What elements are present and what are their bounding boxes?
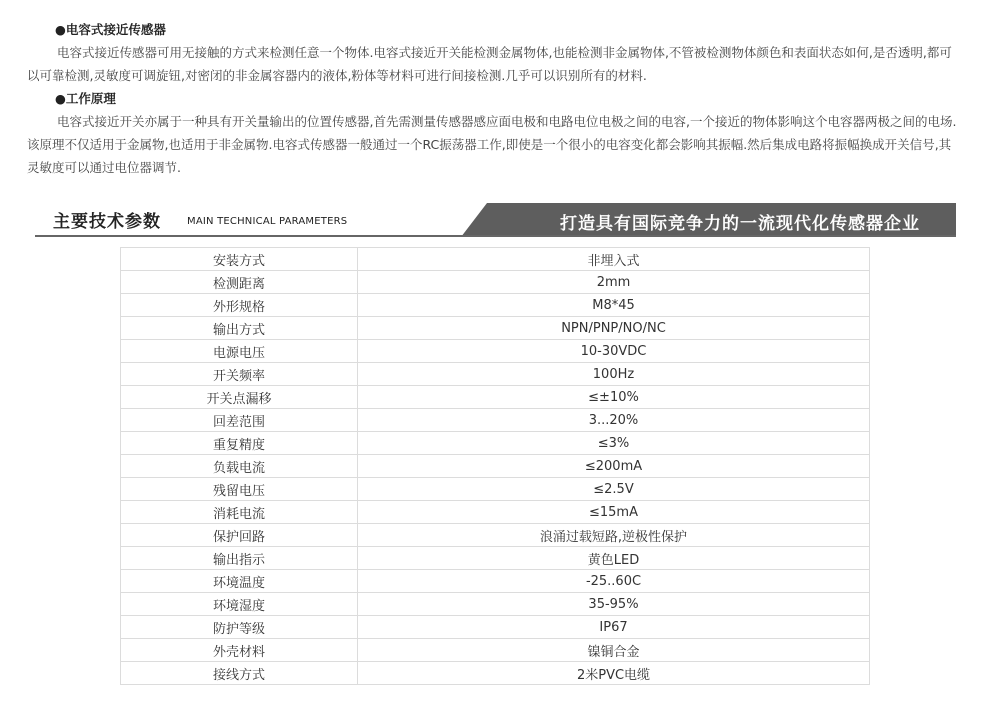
param-value: ≤2.5V [358,478,870,501]
param-value: M8*45 [358,294,870,317]
parameters-title-english: MAIN TECHNICAL PARAMETERS [187,216,348,227]
param-value: ≤200mA [358,455,870,478]
param-label: 输出指示 [121,547,358,570]
param-label: 环境温度 [121,570,358,593]
param-value: 黄色LED [358,547,870,570]
param-label: 接线方式 [121,662,358,685]
section-text-capacitive-sensor: 电容式接近传感器可用无接触的方式来检测任意一个物体.电容式接近开关能检测金属物体,也能检测非金属物体,不管被检测物体颜色和表面状态如何,是否透明,都可以可靠检测,灵敏度可调旋钮,对密闭的非金属容器内的液体,粉体等材料可进行间接检测.几乎可以识别所有的材料. [27,45,952,83]
param-value: IP67 [358,616,870,639]
table-row [121,317,870,340]
table-row [121,409,870,432]
param-value: 镍铜合金 [358,639,870,662]
table-row [121,432,870,455]
param-label: 检测距离 [121,271,358,294]
param-label: 消耗电流 [121,501,358,524]
param-label: 残留电压 [121,478,358,501]
table-row [121,501,870,524]
param-label: 外壳材料 [121,639,358,662]
param-label: 安装方式 [121,248,358,271]
table-row [121,593,870,616]
table-row [121,386,870,409]
param-value: 浪涌过载短路,逆极性保护 [358,524,870,547]
param-value: 100Hz [358,363,870,386]
section-text-working-principle: 电容式接近开关亦属于一种具有开关量输出的位置传感器,首先需测量传感器感应面电极和电路电位电极之间的电容,一个接近的物体影响这个电容器两极之间的电场.该原理不仅适用于金属物,也适用于非金属物.电容式传感器一般通过一个RC振荡器工作,即使是一个很小的电容变化都会影响其振幅.然后集成电路将振幅换成开关信号,其灵敏度可以通过电位器调节. [27,114,957,175]
section-heading-capacitive-sensor: ●电容式接近传感器 [55,22,166,37]
param-value: 2米PVC电缆 [358,662,870,685]
param-value: 非埋入式 [358,248,870,271]
table-row [121,363,870,386]
param-value: -25..60C [358,570,870,593]
banner-divider [35,235,956,237]
table-row [121,271,870,294]
table-row [121,478,870,501]
param-value: ≤3% [358,432,870,455]
param-label: 保护回路 [121,524,358,547]
table-row [121,570,870,593]
param-label: 防护等级 [121,616,358,639]
param-value: ≤15mA [358,501,870,524]
parameters-banner [35,203,956,237]
param-label: 重复精度 [121,432,358,455]
param-value: 35-95% [358,593,870,616]
table-row [121,340,870,363]
intro-section [27,18,962,179]
param-label: 环境湿度 [121,593,358,616]
param-label: 回差范围 [121,409,358,432]
section-heading-working-principle: ●工作原理 [55,91,116,106]
param-label: 开关频率 [121,363,358,386]
param-value: 2mm [358,271,870,294]
param-value: NPN/PNP/NO/NC [358,317,870,340]
param-label: 开关点漏移 [121,386,358,409]
param-label: 电源电压 [121,340,358,363]
parameters-title: 主要技术参数 [53,212,161,232]
param-value: 10-30VDC [358,340,870,363]
table-row [121,547,870,570]
param-label: 外形规格 [121,294,358,317]
param-value: ≤±10% [358,386,870,409]
company-slogan: 打造具有国际竞争力的一流现代化传感器企业 [560,214,920,234]
table-row [121,662,870,685]
param-label: 负载电流 [121,455,358,478]
table-row [121,616,870,639]
table-row [121,294,870,317]
table-row [121,524,870,547]
param-label: 输出方式 [121,317,358,340]
param-value: 3...20% [358,409,870,432]
table-row [121,455,870,478]
table-row [121,639,870,662]
parameters-table [120,247,870,685]
table-row [121,248,870,271]
